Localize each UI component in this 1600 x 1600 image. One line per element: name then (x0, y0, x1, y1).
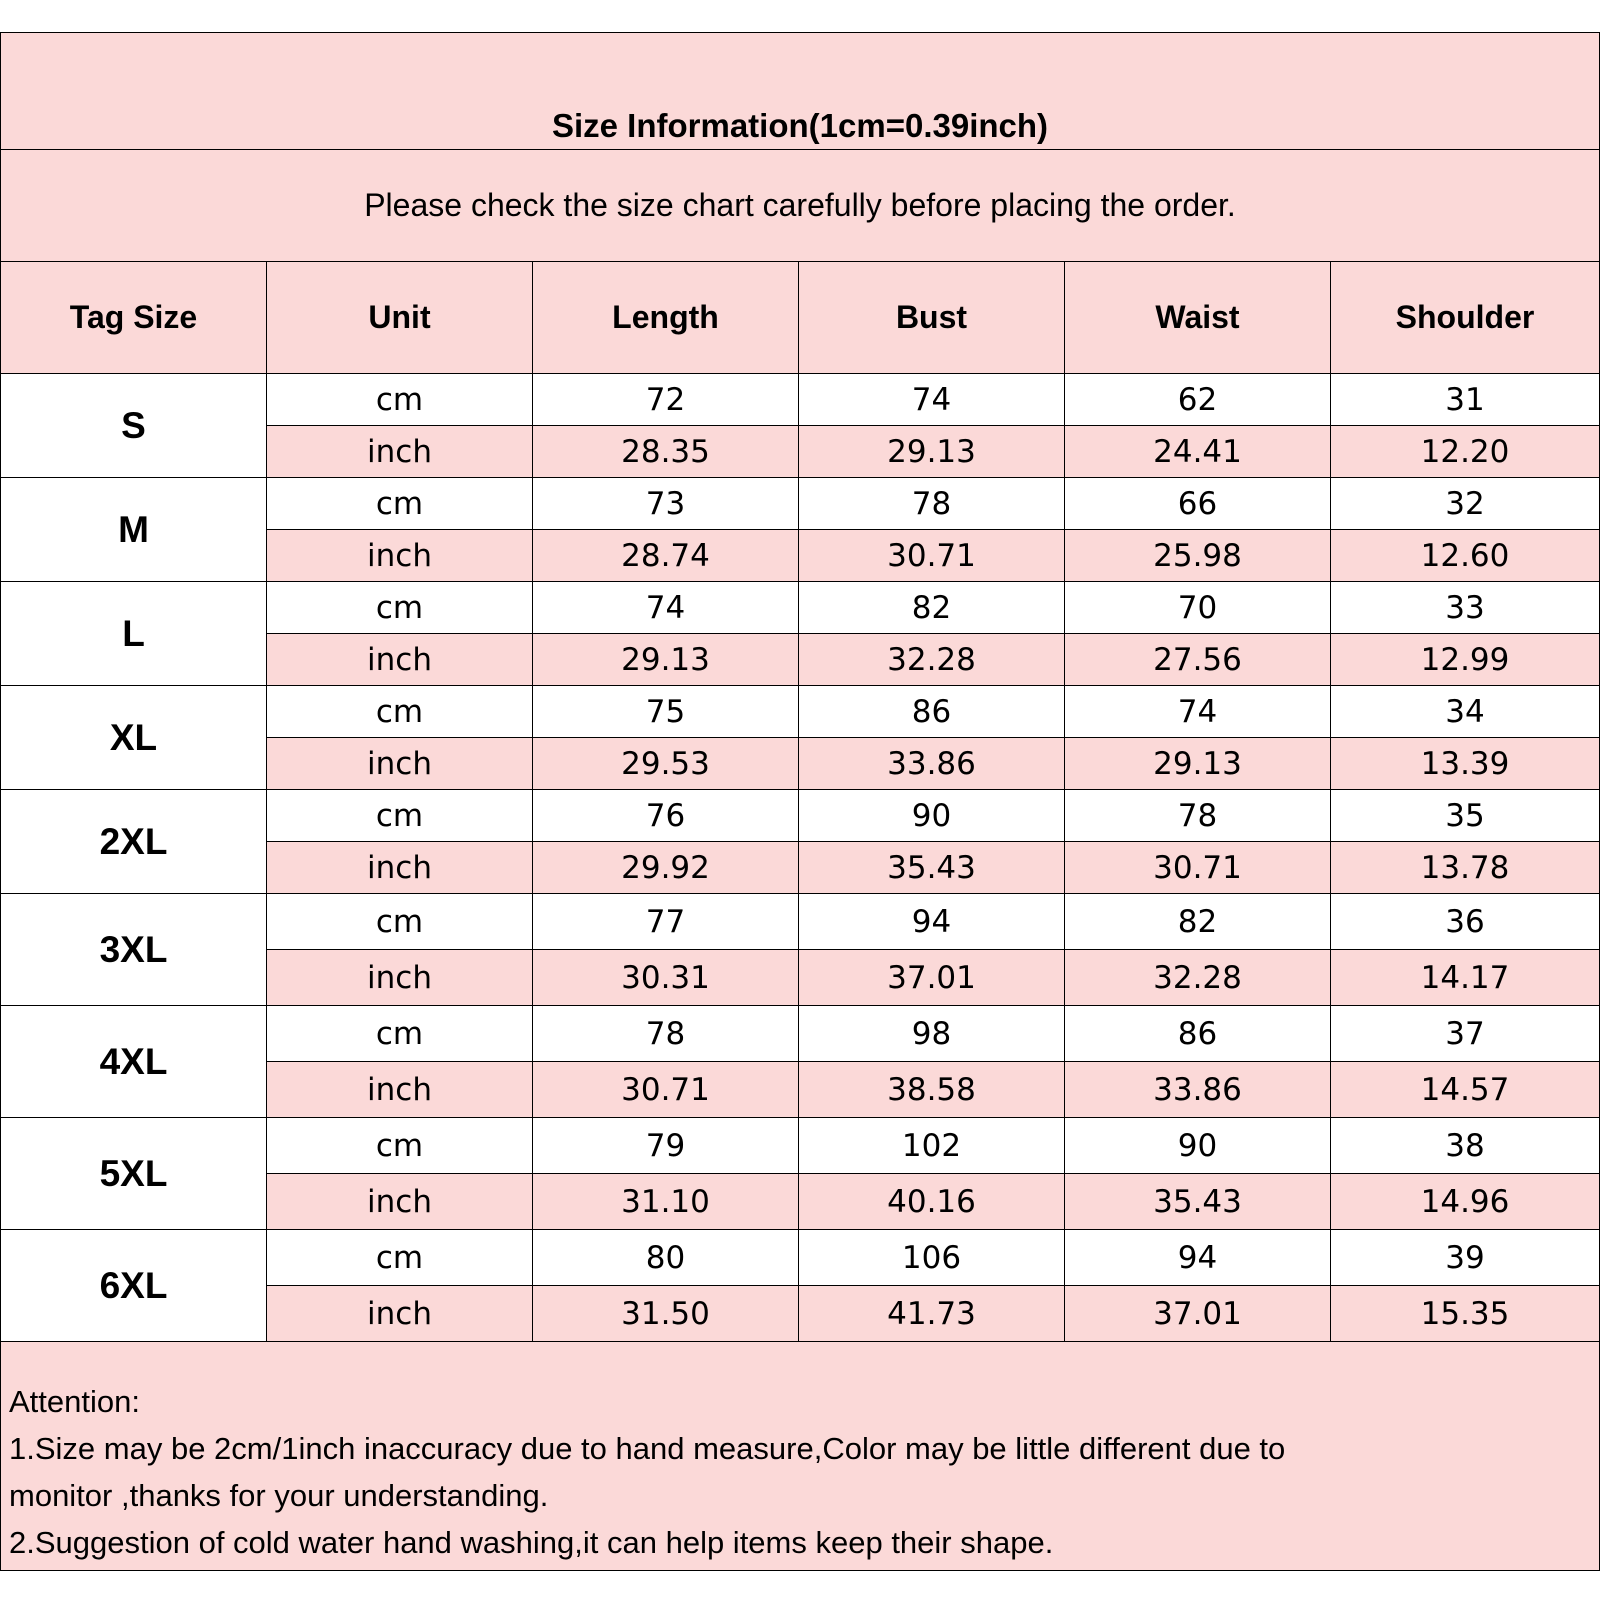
chart-title: Size Information(1cm=0.39inch) (1, 33, 1600, 150)
size-row-cm (1, 894, 1600, 950)
header-shoulder: Shoulder (1331, 262, 1600, 374)
tag-size-label: M (1, 478, 267, 582)
attention-note (1, 1342, 1600, 1571)
value-cell: 14.96 (1331, 1174, 1600, 1230)
value-cell: 86 (1065, 1006, 1331, 1062)
value-cell: 38.58 (799, 1062, 1065, 1118)
title-row (1, 33, 1600, 150)
value-cell: 75 (533, 686, 799, 738)
value-cell: 33.86 (1065, 1062, 1331, 1118)
value-cell: 74 (1065, 686, 1331, 738)
value-cell: 36 (1331, 894, 1600, 950)
header-bust: Bust (799, 262, 1065, 374)
tag-size-label: 4XL (1, 1006, 267, 1118)
size-row-cm (1, 1230, 1600, 1286)
header-row (1, 262, 1600, 374)
value-cell: 25.98 (1065, 530, 1331, 582)
value-cell: 73 (533, 478, 799, 530)
value-cell: 13.39 (1331, 738, 1600, 790)
tag-size-label: 6XL (1, 1230, 267, 1342)
value-cell: 78 (533, 1006, 799, 1062)
value-cell: 32.28 (1065, 950, 1331, 1006)
tag-size-label: S (1, 374, 267, 478)
unit-cell: inch (267, 634, 533, 686)
value-cell: 37.01 (1065, 1286, 1331, 1342)
unit-cell: cm (267, 790, 533, 842)
value-cell: 66 (1065, 478, 1331, 530)
value-cell: 94 (799, 894, 1065, 950)
attention-line-3: 2.Suggestion of cold water hand washing,it can help items keep their shape. (9, 1525, 1054, 1560)
value-cell: 82 (799, 582, 1065, 634)
value-cell: 13.78 (1331, 842, 1600, 894)
value-cell: 37.01 (799, 950, 1065, 1006)
value-cell: 33 (1331, 582, 1600, 634)
value-cell: 29.92 (533, 842, 799, 894)
value-cell: 37 (1331, 1006, 1600, 1062)
value-cell: 15.35 (1331, 1286, 1600, 1342)
size-row-cm (1, 790, 1600, 842)
value-cell: 40.16 (799, 1174, 1065, 1230)
size-row-cm (1, 686, 1600, 738)
tag-size-label: 5XL (1, 1118, 267, 1230)
unit-cell: inch (267, 738, 533, 790)
unit-cell: inch (267, 1062, 533, 1118)
unit-cell: cm (267, 894, 533, 950)
unit-cell: inch (267, 842, 533, 894)
chart-notice: Please check the size chart carefully before placing the order. (1, 150, 1600, 262)
value-cell: 106 (799, 1230, 1065, 1286)
unit-cell: cm (267, 478, 533, 530)
attention-heading: Attention: (9, 1384, 140, 1419)
tag-size-label: 3XL (1, 894, 267, 1006)
size-row-cm (1, 1006, 1600, 1062)
size-row-cm (1, 1118, 1600, 1174)
unit-cell: cm (267, 686, 533, 738)
value-cell: 33.86 (799, 738, 1065, 790)
header-length: Length (533, 262, 799, 374)
value-cell: 35.43 (1065, 1174, 1331, 1230)
size-row-cm (1, 478, 1600, 530)
value-cell: 78 (1065, 790, 1331, 842)
value-cell: 12.99 (1331, 634, 1600, 686)
value-cell: 29.13 (1065, 738, 1331, 790)
value-cell: 27.56 (1065, 634, 1331, 686)
value-cell: 31.10 (533, 1174, 799, 1230)
value-cell: 38 (1331, 1118, 1600, 1174)
attention-line-1: 1.Size may be 2cm/1inch inaccuracy due to hand measure,Color may be little different due to (9, 1431, 1286, 1466)
value-cell: 41.73 (799, 1286, 1065, 1342)
unit-cell: inch (267, 950, 533, 1006)
header-tag-size: Tag Size (1, 262, 267, 374)
value-cell: 90 (1065, 1118, 1331, 1174)
value-cell: 35.43 (799, 842, 1065, 894)
value-cell: 90 (799, 790, 1065, 842)
value-cell: 74 (533, 582, 799, 634)
size-rows (1, 374, 1600, 1342)
value-cell: 29.13 (533, 634, 799, 686)
value-cell: 31 (1331, 374, 1600, 426)
value-cell: 82 (1065, 894, 1331, 950)
unit-cell: inch (267, 1286, 533, 1342)
attention-line-2: monitor ,thanks for your understanding. (9, 1478, 549, 1513)
value-cell: 94 (1065, 1230, 1331, 1286)
value-cell: 12.20 (1331, 426, 1600, 478)
value-cell: 86 (799, 686, 1065, 738)
value-cell: 80 (533, 1230, 799, 1286)
value-cell: 74 (799, 374, 1065, 426)
value-cell: 30.31 (533, 950, 799, 1006)
attention-row (1, 1342, 1600, 1571)
value-cell: 98 (799, 1006, 1065, 1062)
value-cell: 28.35 (533, 426, 799, 478)
value-cell: 35 (1331, 790, 1600, 842)
size-row-cm (1, 582, 1600, 634)
unit-cell: inch (267, 426, 533, 478)
value-cell: 76 (533, 790, 799, 842)
value-cell: 31.50 (533, 1286, 799, 1342)
value-cell: 29.53 (533, 738, 799, 790)
value-cell: 79 (533, 1118, 799, 1174)
value-cell: 32 (1331, 478, 1600, 530)
unit-cell: cm (267, 374, 533, 426)
notice-row (1, 150, 1600, 262)
value-cell: 78 (799, 478, 1065, 530)
size-row-cm (1, 374, 1600, 426)
unit-cell: inch (267, 530, 533, 582)
value-cell: 14.17 (1331, 950, 1600, 1006)
value-cell: 34 (1331, 686, 1600, 738)
header-unit: Unit (267, 262, 533, 374)
unit-cell: cm (267, 1006, 533, 1062)
header-waist: Waist (1065, 262, 1331, 374)
size-chart-table (0, 32, 1600, 1571)
value-cell: 70 (1065, 582, 1331, 634)
value-cell: 39 (1331, 1230, 1600, 1286)
unit-cell: cm (267, 582, 533, 634)
value-cell: 102 (799, 1118, 1065, 1174)
value-cell: 62 (1065, 374, 1331, 426)
value-cell: 14.57 (1331, 1062, 1600, 1118)
tag-size-label: 2XL (1, 790, 267, 894)
value-cell: 72 (533, 374, 799, 426)
value-cell: 12.60 (1331, 530, 1600, 582)
value-cell: 28.74 (533, 530, 799, 582)
tag-size-label: L (1, 582, 267, 686)
tag-size-label: XL (1, 686, 267, 790)
value-cell: 29.13 (799, 426, 1065, 478)
value-cell: 30.71 (533, 1062, 799, 1118)
value-cell: 32.28 (799, 634, 1065, 686)
unit-cell: cm (267, 1230, 533, 1286)
value-cell: 77 (533, 894, 799, 950)
value-cell: 30.71 (799, 530, 1065, 582)
value-cell: 24.41 (1065, 426, 1331, 478)
unit-cell: cm (267, 1118, 533, 1174)
unit-cell: inch (267, 1174, 533, 1230)
value-cell: 30.71 (1065, 842, 1331, 894)
